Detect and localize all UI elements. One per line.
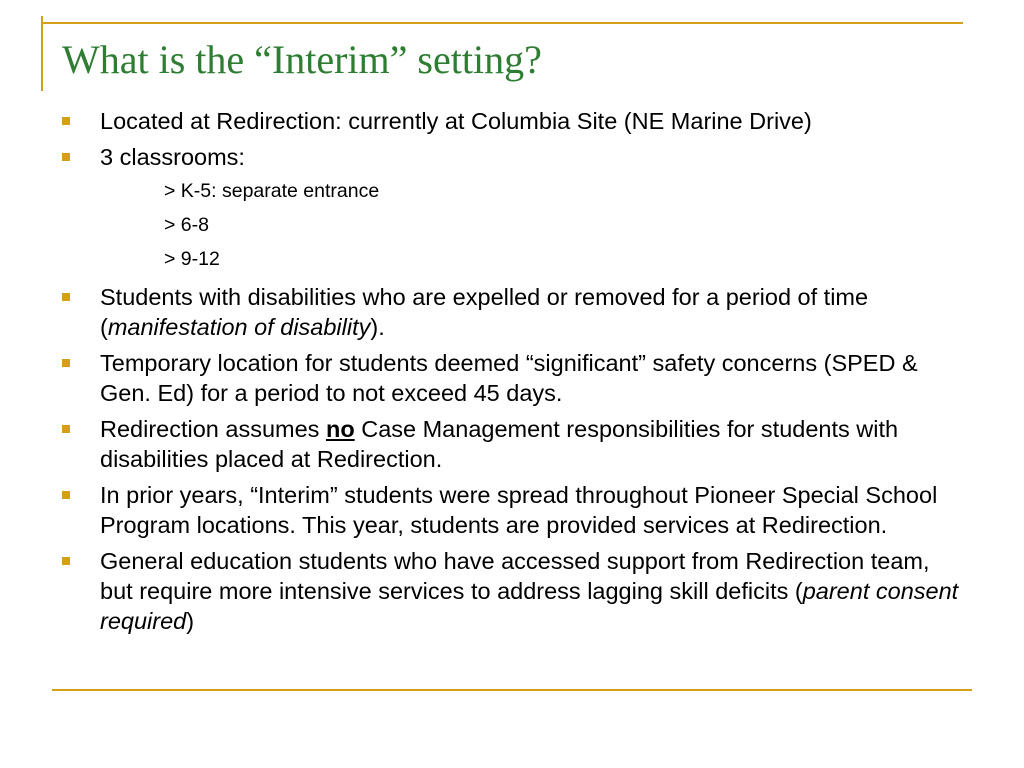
frame-left-rule [41,16,43,91]
square-bullet-icon [62,153,70,161]
bullet-item-temporary-location [62,348,962,408]
square-bullet-icon [62,425,70,433]
bullet-item-classrooms [62,142,962,172]
bullet-text-emphasis: no [325,416,355,442]
bullet-text-italic: parent consent required [100,578,959,634]
bullet-item-case-management [62,414,962,474]
bullet-text-after: ). [370,314,385,340]
bullet-item-location [62,106,962,136]
square-bullet-icon [62,491,70,499]
bullet-text-italic: manifestation of disability [107,314,371,340]
sub-item-k5: > K-5: separate entrance [164,180,380,202]
bullet-text: Temporary location for students deemed “significant” safety concerns (SPED & Gen. Ed) for a period to not exceed 45 days. [100,350,918,406]
bullet-text-after: Case Management responsibilities for students with disabilities placed at Redirection. [100,416,899,472]
square-bullet-icon [62,293,70,301]
bullet-item-prior-years [62,480,962,540]
square-bullet-icon [62,359,70,367]
sub-item-6-8: > 6-8 [164,214,209,236]
bullet-list [62,106,962,642]
frame-bottom-rule [52,689,972,691]
bullet-text-after: ) [186,608,195,634]
bullet-text: 3 classrooms: [100,144,245,170]
bullet-text-before: Students with disabilities who are expelled or removed for a period of time ( [100,284,869,340]
bullet-text-before: Redirection assumes [100,416,326,442]
bullet-text: In prior years, “Interim” students were spread throughout Pioneer Special School Program locations. This year, students are provided services at Redirection. [100,482,938,538]
bullet-text: Located at Redirection: currently at Columbia Site (NE Marine Drive) [100,108,812,134]
bullet-item-disabilities [62,282,962,342]
frame-top-rule [41,22,963,24]
slide-title: What is the “Interim” setting? [62,37,542,82]
classroom-sub-list [62,174,962,276]
bullet-text-before: General education students who have accessed support from Redirection team, but require more intensive services to address lagging skill deficits ( [100,548,930,604]
bullet-item-general-education [62,546,962,636]
square-bullet-icon [62,557,70,565]
square-bullet-icon [62,117,70,125]
sub-item-9-12: > 9-12 [164,248,220,270]
